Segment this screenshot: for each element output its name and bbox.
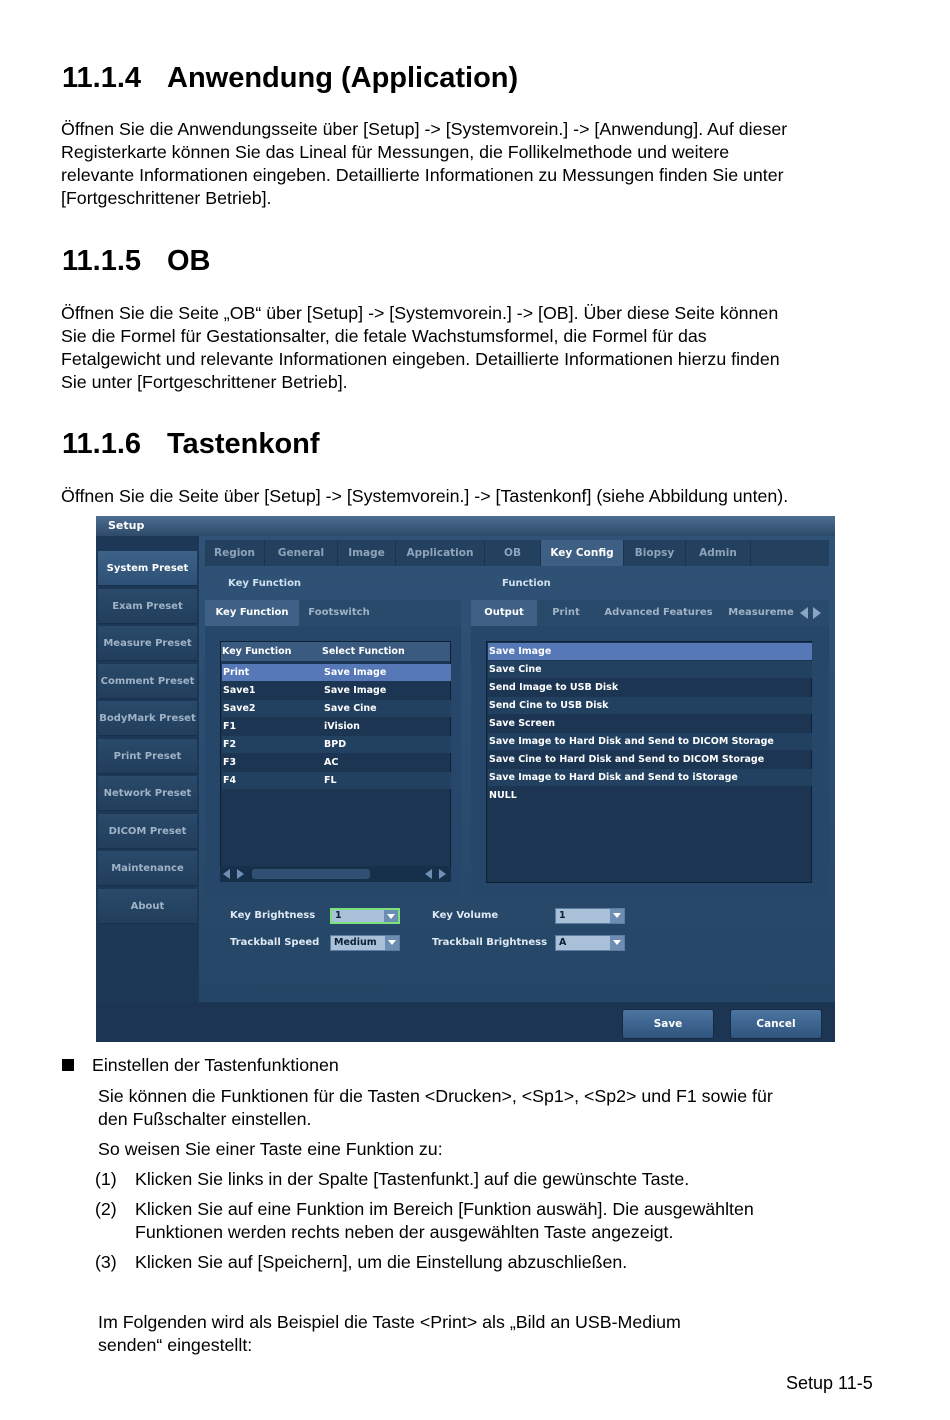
paragraph-line: den Fußschalter einstellen. xyxy=(98,1109,312,1129)
combo-value: 1 xyxy=(559,910,566,921)
horizontal-scrollbar[interactable] xyxy=(220,866,451,882)
intro-paragraph xyxy=(98,1085,928,1131)
key-function: FL xyxy=(324,775,337,786)
table-row[interactable] xyxy=(222,664,451,681)
subtab-measurement[interactable]: Measureme xyxy=(728,607,794,618)
preset-nav xyxy=(96,536,199,1022)
list-item[interactable] xyxy=(488,715,812,732)
table-row[interactable] xyxy=(222,700,451,717)
trackball-brightness-select[interactable] xyxy=(555,935,625,951)
key-name: Save1 xyxy=(223,685,256,696)
scroll-left-arrow-icon[interactable] xyxy=(425,869,432,879)
paragraph-line: Sie die Formel für Gestationsalter, die fetale Wachstumsformel, die Formel für das xyxy=(61,326,707,346)
scroll-right-arrow-icon[interactable] xyxy=(237,869,244,879)
section-number: 11.1.6 xyxy=(62,428,142,460)
tab-application[interactable]: Application xyxy=(396,540,485,566)
paragraph-line: Klicken Sie links in der Spalte [Tastenfunkt.] auf die gewünschte Taste. xyxy=(135,1169,690,1189)
key-name: F1 xyxy=(223,721,237,732)
column-header-select-function: Select Function xyxy=(322,646,405,657)
section-heading-11-1-4 xyxy=(62,62,518,95)
nav-item-comment-preset[interactable]: Comment Preset xyxy=(98,664,197,699)
section-heading-11-1-5 xyxy=(62,245,211,278)
step-number: (1) xyxy=(95,1169,117,1189)
paragraph-line: Öffnen Sie die Anwendungsseite über [Setup] -> [Systemvorein.] -> [Anwendung]. Auf dieser xyxy=(61,119,788,139)
key-function-table xyxy=(220,641,451,881)
list-item[interactable] xyxy=(488,769,812,786)
output-function-list xyxy=(486,641,812,883)
chevron-down-icon xyxy=(385,936,399,950)
example-paragraph xyxy=(98,1311,928,1357)
bullet-title xyxy=(92,1054,922,1077)
table-row[interactable] xyxy=(222,682,451,699)
list-item-label: Send Image to USB Disk xyxy=(489,682,619,693)
paragraph-line: senden“ eingestellt: xyxy=(98,1335,253,1355)
section-title: Tastenkonf xyxy=(167,428,320,460)
nav-item-dicom-preset[interactable]: DICOM Preset xyxy=(98,814,197,849)
list-item-label: NULL xyxy=(489,790,517,801)
tab-key-config[interactable]: Key Config xyxy=(541,540,624,566)
key-name: Save2 xyxy=(223,703,256,714)
setup-tabs xyxy=(205,540,829,566)
section-title: OB xyxy=(167,245,211,277)
subtab-output[interactable]: Output xyxy=(471,600,537,626)
table-row[interactable] xyxy=(222,736,451,753)
step-text xyxy=(135,1251,950,1274)
square-bullet-icon xyxy=(62,1059,74,1071)
list-item[interactable] xyxy=(488,679,812,696)
window-title: Setup xyxy=(96,516,835,536)
list-item[interactable] xyxy=(488,733,812,750)
paragraph-line: Sie können die Funktionen für die Tasten <Drucken>, <Sp1>, <Sp2> und F1 sowie für xyxy=(98,1086,773,1106)
function-group-label: Function xyxy=(502,578,551,589)
paragraph-line: Öffnen Sie die Seite „OB“ über [Setup] -> [Systemvorein.] -> [OB]. Über diese Seite können xyxy=(61,303,779,323)
nav-item-print-preset[interactable]: Print Preset xyxy=(98,739,197,774)
key-function: Save Image xyxy=(324,667,387,678)
scrollbar-thumb[interactable] xyxy=(252,869,370,879)
scroll-left-arrow-icon[interactable] xyxy=(223,869,230,879)
key-function: AC xyxy=(324,757,339,768)
list-item-label: Save Image xyxy=(489,646,552,657)
chevron-down-icon xyxy=(610,936,624,950)
table-row[interactable] xyxy=(222,754,451,771)
key-function: iVision xyxy=(324,721,360,732)
paragraph-line: [Fortgeschrittener Betrieb]. xyxy=(61,188,272,208)
key-function-subtabs xyxy=(205,600,461,626)
list-item[interactable] xyxy=(488,697,812,714)
section-paragraph-11-1-5 xyxy=(61,302,891,394)
list-item[interactable] xyxy=(488,643,812,660)
key-volume-select[interactable] xyxy=(555,908,625,924)
tab-biopsy[interactable]: Biopsy xyxy=(624,540,686,566)
chevron-down-icon xyxy=(610,909,624,923)
column-header-key-function: Key Function xyxy=(222,646,292,657)
key-name: F2 xyxy=(223,739,237,750)
subtab-advanced-features[interactable]: Advanced Features xyxy=(604,607,713,618)
paragraph-line: Sie unter [Fortgeschrittener Betrieb]. xyxy=(61,372,348,392)
table-row[interactable] xyxy=(222,772,451,789)
list-item-label: Send Cine to USB Disk xyxy=(489,700,609,711)
list-item-label: Save Image to Hard Disk and Send to DICOM Storage xyxy=(489,736,774,747)
tab-region[interactable]: Region xyxy=(205,540,265,566)
step-number: (3) xyxy=(95,1252,117,1272)
step-text xyxy=(135,1198,950,1244)
chevron-down-icon xyxy=(384,910,398,922)
trackball-speed-select[interactable] xyxy=(330,935,400,951)
tab-admin[interactable]: Admin xyxy=(686,540,751,566)
key-name: Print xyxy=(223,667,250,678)
tab-scroll-right-icon[interactable] xyxy=(813,607,821,619)
paragraph-line: So weisen Sie einer Taste eine Funktion zu: xyxy=(98,1139,443,1159)
cancel-button[interactable]: Cancel xyxy=(730,1009,822,1039)
paragraph-line: Klicken Sie auf [Speichern], um die Einstellung abzuschließen. xyxy=(135,1252,628,1272)
assign-paragraph xyxy=(98,1138,928,1161)
key-function: Save Image xyxy=(324,685,387,696)
list-item-label: Save Cine xyxy=(489,664,542,675)
nav-item-maintenance[interactable]: Maintenance xyxy=(98,851,197,886)
section-number: 11.1.5 xyxy=(62,245,142,277)
list-item[interactable] xyxy=(488,751,812,768)
list-item-label: Save Cine to Hard Disk and Send to DICOM Storage xyxy=(489,754,765,765)
section-paragraph-11-1-4 xyxy=(61,118,891,210)
combo-value: A xyxy=(559,937,567,948)
table-header xyxy=(221,642,450,661)
tab-general[interactable]: General xyxy=(265,540,338,566)
table-row[interactable] xyxy=(222,718,451,735)
key-function: BPD xyxy=(324,739,347,750)
paragraph-line: Fetalgewicht und relevante Informationen eingeben. Detaillierte Informationen hierzu finden xyxy=(61,349,780,369)
key-volume-label: Key Volume xyxy=(432,910,499,921)
bullet-title-text: Einstellen der Tastenfunktionen xyxy=(92,1055,339,1075)
paragraph-line: Funktionen werden rechts neben der ausgewählten Taste angezeigt. xyxy=(135,1222,674,1242)
subtab-print[interactable]: Print xyxy=(552,607,580,618)
paragraph-line: Öffnen Sie die Seite über [Setup] -> [Systemvorein.] -> [Tastenkonf] (siehe Abbildung unten). xyxy=(61,486,789,506)
step-text xyxy=(135,1168,950,1191)
nav-item-network-preset[interactable]: Network Preset xyxy=(98,776,197,811)
save-button[interactable]: Save xyxy=(622,1009,714,1039)
step-number: (2) xyxy=(95,1199,117,1219)
combo-value: Medium xyxy=(334,937,377,948)
key-function: Save Cine xyxy=(324,703,377,714)
key-name: F4 xyxy=(223,775,237,786)
function-subtabs xyxy=(471,600,829,626)
section-title: Anwendung (Application) xyxy=(167,62,519,94)
paragraph-line: Klicken Sie auf eine Funktion im Bereich [Funktion auswäh]. Die ausgewählten xyxy=(135,1199,754,1219)
tab-scroll-left-icon[interactable] xyxy=(800,607,808,619)
list-item-label: Save Screen xyxy=(489,718,556,729)
key-config-screenshot xyxy=(96,516,835,1042)
nav-item-system-preset[interactable]: System Preset xyxy=(98,551,197,586)
trackball-speed-label: Trackball Speed xyxy=(230,937,320,948)
nav-item-measure-preset[interactable]: Measure Preset xyxy=(98,626,197,661)
section-number: 11.1.4 xyxy=(62,62,142,94)
nav-item-exam-preset[interactable]: Exam Preset xyxy=(98,589,197,624)
list-item-label: Save Image to Hard Disk and Send to iStorage xyxy=(489,772,738,783)
tab-image[interactable]: Image xyxy=(338,540,396,566)
nav-item-about[interactable]: About xyxy=(98,889,197,924)
combo-value: 1 xyxy=(335,910,342,921)
key-brightness-select[interactable] xyxy=(330,908,400,924)
button-bar xyxy=(96,1002,835,1042)
list-item[interactable] xyxy=(488,787,812,804)
subtab-footswitch[interactable]: Footswitch xyxy=(308,607,370,618)
section-paragraph-11-1-6 xyxy=(61,485,891,508)
key-function-group-label: Key Function xyxy=(228,578,302,589)
scroll-right-arrow-icon[interactable] xyxy=(439,869,446,879)
page-footer: Setup 11-5 xyxy=(786,1373,873,1393)
tab-ob[interactable]: OB xyxy=(485,540,541,566)
paragraph-line: Registerkarte können Sie das Lineal für Messungen, die Follikelmethode und weitere xyxy=(61,142,730,162)
subtab-key-function[interactable]: Key Function xyxy=(205,600,299,626)
nav-item-bodymark-preset[interactable]: BodyMark Preset xyxy=(98,701,197,736)
key-name: F3 xyxy=(223,757,237,768)
section-heading-11-1-6 xyxy=(62,428,320,461)
list-item[interactable] xyxy=(488,661,812,678)
paragraph-line: Im Folgenden wird als Beispiel die Taste <Print> als „Bild an USB-Medium xyxy=(98,1312,681,1332)
trackball-brightness-label: Trackball Brightness xyxy=(432,937,548,948)
key-brightness-label: Key Brightness xyxy=(230,910,316,921)
paragraph-line: relevante Informationen eingeben. Detaillierte Informationen zu Messungen finden Sie unter xyxy=(61,165,784,185)
